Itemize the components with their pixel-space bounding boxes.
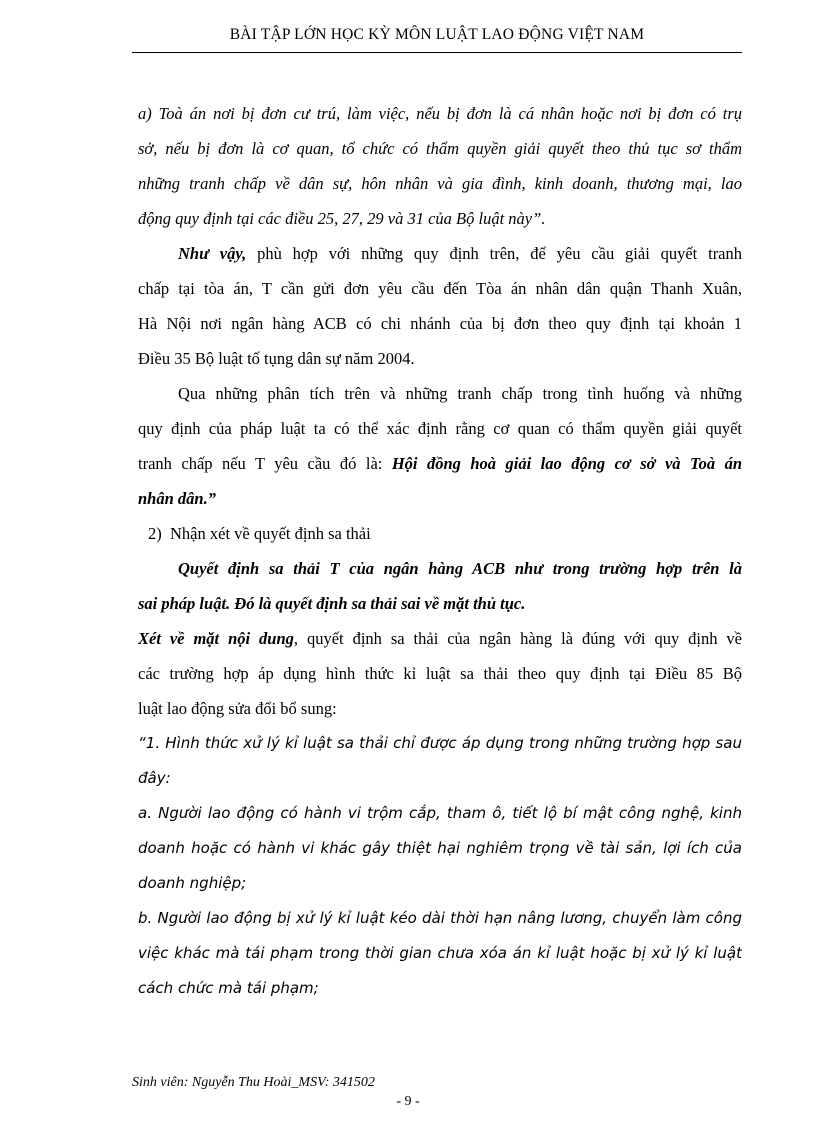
section-title: Nhận xét về quyết định sa thải bbox=[170, 524, 371, 543]
nhu-vay-line: Hà Nội nơi ngân hàng ACB có chi nhánh của bị đơn theo quy định tại khoản 1 bbox=[138, 314, 742, 333]
nhu-vay-lead: Như vậy, bbox=[178, 244, 247, 263]
page-header-title: BÀI TẬP LỚN HỌC KỲ MÔN LUẬT LAO ĐỘNG VIỆT NAM bbox=[229, 26, 645, 43]
nhu-vay-line: chấp tại tòa án, T cần gửi đơn yêu cầu đến Tòa án nhân dân quận Thanh Xuân, bbox=[138, 279, 742, 298]
quote-line: “1. Hình thức xử lý kỉ luật sa thải chỉ được áp dụng trong những trường hợp sau bbox=[138, 734, 742, 752]
quote-line: a. Người lao động có hành vi trộm cắp, tham ô, tiết lộ bí mật công nghệ, kinh bbox=[138, 804, 742, 822]
qua-nhung-plain: tranh chấp nếu T yêu cầu đó là: bbox=[138, 454, 392, 473]
quote-line: doanh hoặc có hành vi khác gây thiệt hại nghiêm trọng về tài sản, lợi ích của bbox=[138, 839, 742, 857]
quote-line: việc khác mà tái phạm trong thời gian chưa xóa án kỉ luật hoặc bị xử lý kỉ luật bbox=[138, 944, 742, 962]
nhu-vay-line: Điều 35 Bộ luật tố tụng dân sự năm 2004. bbox=[138, 349, 415, 368]
section-heading bbox=[138, 516, 742, 551]
page-number: - 9 - bbox=[396, 1094, 420, 1109]
quote-line: đây: bbox=[138, 769, 171, 787]
para-a-line: sở, nếu bị đơn là cơ quan, tổ chức có thẩm quyền giải quyết theo thủ tục sơ thẩm bbox=[138, 139, 742, 158]
noi-dung-lead: Xét về mặt nội dung bbox=[138, 629, 294, 648]
qua-nhung-line: Qua những phân tích trên và những tranh chấp trong tình huống và những bbox=[178, 384, 742, 403]
qua-nhung-line bbox=[138, 446, 742, 481]
noi-dung-line: luật lao động sửa đổi bổ sung: bbox=[138, 699, 337, 718]
verdict-line: Quyết định sa thải T của ngân hàng ACB như trong trường hợp trên là bbox=[178, 559, 742, 578]
para-a-line: động quy định tại các điều 25, 27, 29 và 31 của Bộ luật này”. bbox=[138, 209, 546, 228]
quote-line: b. Người lao động bị xử lý kỉ luật kéo dài thời hạn nâng lương, chuyển làm công bbox=[138, 909, 742, 927]
header-divider bbox=[132, 52, 742, 53]
qua-nhung-line: nhân dân.” bbox=[138, 489, 216, 508]
quote-line: cách chức mà tái phạm; bbox=[138, 979, 319, 997]
nhu-vay-line bbox=[138, 236, 742, 271]
noi-dung-line: các trường hợp áp dụng hình thức kỉ luật sa thải theo quy định tại Điều 85 Bộ bbox=[138, 664, 742, 683]
nhu-vay-rest: phù hợp với những quy định trên, để yêu cầu giải quyết tranh bbox=[246, 244, 742, 263]
footer-student: Sinh viên: Nguyễn Thu Hoài_MSV: 341502 bbox=[132, 1075, 375, 1090]
noi-dung-line bbox=[138, 621, 742, 656]
qua-nhung-line: quy định của pháp luật ta có thể xác định rằng cơ quan có thẩm quyền giải quyết bbox=[138, 419, 742, 438]
section-number: 2) bbox=[148, 524, 162, 543]
document-body bbox=[138, 96, 742, 1006]
para-a-line: những tranh chấp về dân sự, hôn nhân và gia đình, kinh doanh, thương mại, lao bbox=[138, 174, 742, 193]
noi-dung-rest: , quyết định sa thải của ngân hàng là đúng với quy định về bbox=[293, 629, 742, 648]
para-a-line: a) Toà án nơi bị đơn cư trú, làm việc, nếu bị đơn là cá nhân hoặc nơi bị đơn có trụ bbox=[138, 104, 742, 123]
quote-line: doanh nghiệp; bbox=[138, 874, 247, 892]
qua-nhung-bold: Hội đồng hoà giải lao động cơ sở và Toà án bbox=[391, 454, 742, 473]
verdict-line: sai pháp luật. Đó là quyết định sa thải sai về mặt thủ tục. bbox=[138, 594, 526, 613]
